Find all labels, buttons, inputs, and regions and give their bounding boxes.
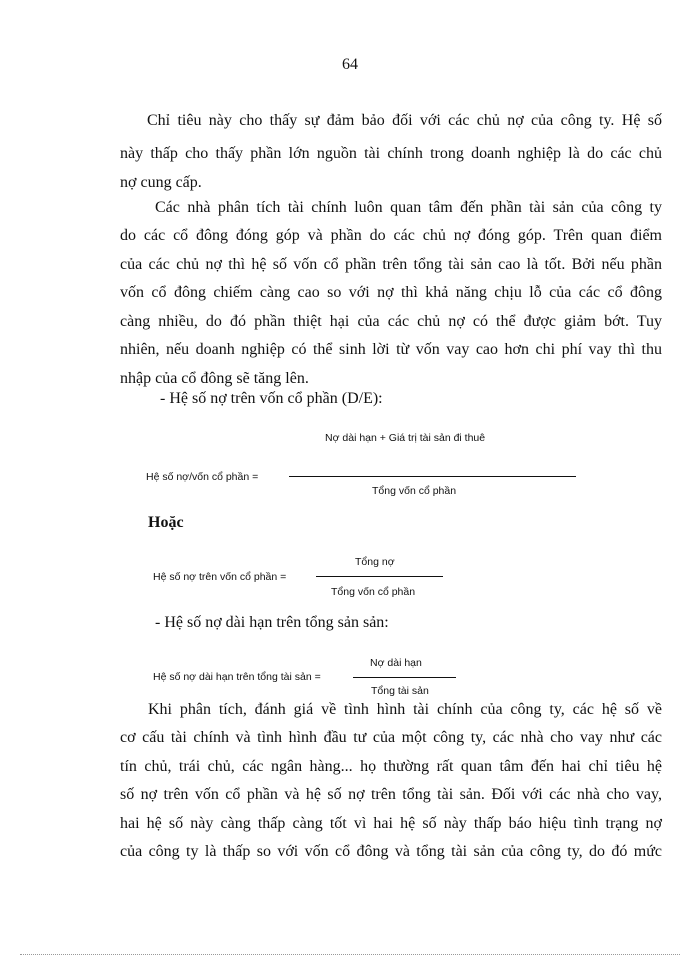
formula-1-numerator: Nợ dài hạn + Giá trị tài sản đi thuê <box>325 432 486 444</box>
paragraph-line: vốn cổ đông chiếm càng cao so với nợ thì khả năng chịu lỗ của các cổ đông <box>120 284 662 301</box>
formula-1-denominator: Tổng vốn cổ phần <box>372 485 457 497</box>
paragraph-1 <box>147 112 662 130</box>
paragraph-line: nhiên, nếu doanh nghiệp có thể sinh lời từ vốn vay cao hơn chi phí vay thì thu <box>120 341 662 358</box>
paragraph-line: do các cổ đông đóng góp và phần do các chủ nợ đóng góp. Trên quan điểm <box>120 227 662 244</box>
page-number: 64 <box>342 56 358 73</box>
formula-3-numerator: Nợ dài hạn <box>370 657 422 669</box>
formula-2-denominator: Tổng vốn cổ phần <box>331 586 416 598</box>
formula-2-numerator: Tổng nợ <box>355 556 395 568</box>
formula-1-fraction-bar <box>289 476 576 477</box>
paragraph-3 <box>148 696 662 724</box>
paragraph-line: cơ cấu tài chính và tình hình đầu tư của một công ty, các nhà cho vay như các <box>120 729 662 746</box>
paragraph-line: nợ cung cấp. <box>120 173 202 191</box>
formula-3-fraction-bar <box>353 677 456 678</box>
heading-debt-equity: - Hệ số nợ trên vốn cổ phần (D/E): <box>160 390 383 407</box>
paragraph-line: hai hệ số này càng thấp càng tốt vì hai hệ số này thấp báo hiệu tình trạng nợ <box>120 814 662 832</box>
or-label: Hoặc <box>148 514 184 531</box>
paragraph-line: của các chủ nợ thì hệ số vốn cổ phần trên tổng tài sản cao là tốt. Bởi nếu phần <box>120 255 662 273</box>
paragraph-line: số nợ trên vốn cổ phần và hệ số nợ trên tổng tài sản. Đối với các nhà cho vay, <box>120 786 662 803</box>
paragraph-2-cont <box>120 222 662 393</box>
formula-3-denominator: Tổng tài sản <box>371 685 429 697</box>
paragraph-3-cont <box>120 724 662 867</box>
paragraph-line: Các nhà phân tích tài chính luôn quan tâm đến phần tài sản của công ty <box>155 199 662 216</box>
formula-2-fraction-bar <box>316 576 443 577</box>
formula-1-label: Hệ số nợ/vốn cổ phần = <box>146 471 259 483</box>
paragraph-2 <box>155 194 662 222</box>
paragraph-line: nhập của cổ đông sẽ tăng lên. <box>120 369 309 387</box>
paragraph-line: này thấp cho thấy phần lớn nguồn tài chính trong doanh nghiệp là do các chủ <box>120 145 662 162</box>
paragraph-line: Chỉ tiêu này cho thấy sự đảm bảo đối với các chủ nợ của công ty. Hệ số <box>147 112 662 129</box>
paragraph-line: Khi phân tích, đánh giá về tình hình tài chính của công ty, các hệ số về <box>148 701 662 718</box>
heading-long-term-debt: - Hệ số nợ dài hạn trên tổng sản sản: <box>155 614 389 631</box>
formula-2-label: Hệ số nợ trên vốn cổ phần = <box>153 571 287 583</box>
page-bottom-rule <box>20 954 680 955</box>
paragraph-line: của công ty là thấp so với vốn cổ đông và tổng tài sản của công ty, do đó mức <box>120 843 662 860</box>
paragraph-line: tín chủ, trái chủ, các ngân hàng... họ thường rất quan tâm đến hai chỉ tiêu hệ <box>120 757 662 775</box>
paragraph-line: càng nhiều, do đó phần thiệt hại của các chủ nợ có thể được giảm bớt. Tuy <box>120 312 662 330</box>
formula-3-label: Hệ số nợ dài hạn trên tổng tài sản = <box>153 671 321 683</box>
paragraph-1-cont <box>120 140 662 197</box>
